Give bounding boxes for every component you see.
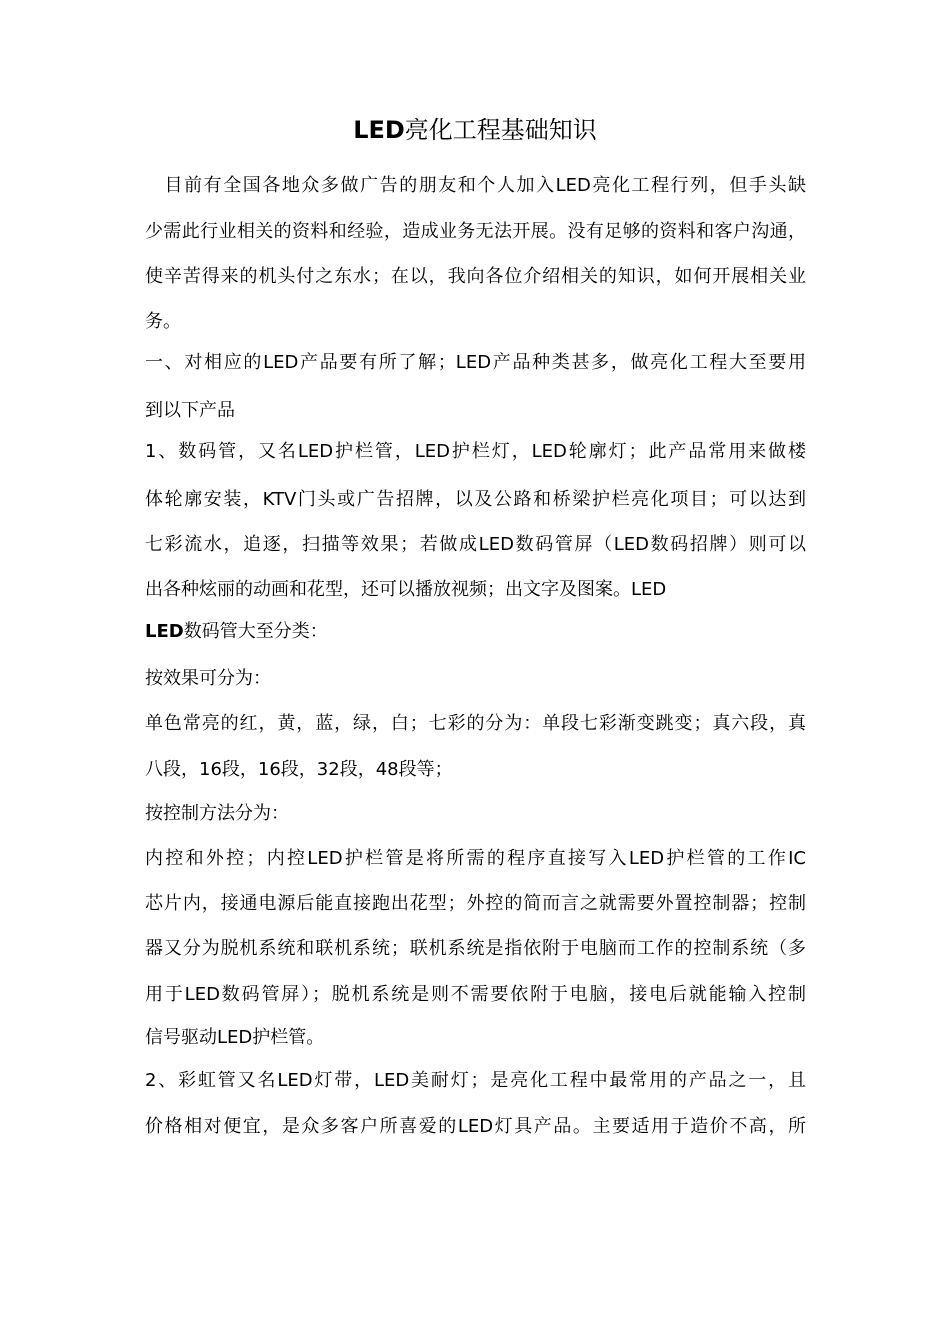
paragraph-line: 目前有全国各地众多做广告的朋友和个人加入LED亮化工程行列，但手头缺	[145, 175, 806, 196]
paragraph-line: 按效果可分为：	[145, 668, 271, 689]
paragraph-line: 一、对相应的LED产品要有所了解；LED产品种类甚多，做亮化工程大至要用	[145, 352, 806, 373]
paragraph-line: 按控制方法分为：	[145, 803, 289, 824]
paragraph-line: 使辛苦得来的机头付之东水；在以，我向各位介绍相关的知识，如何开展相关业	[145, 266, 806, 287]
document-title	[0, 112, 950, 148]
title-latin: LED	[353, 116, 405, 144]
paragraph-line: 七彩流水，追逐，扫描等效果；若做成LED数码管屏（LED数码招牌）则可以	[145, 534, 806, 555]
paragraph-line: 内控和外控；内控LED护栏管是将所需的程序直接写入LED护栏管的工作IC	[145, 848, 806, 869]
subheading	[145, 619, 328, 645]
paragraph-line: 八段，16段，16段，32段，48段等；	[145, 759, 453, 780]
paragraph-line: 少需此行业相关的资料和经验，造成业务无法开展。没有足够的资料和客户沟通，	[145, 221, 806, 242]
paragraph-line: 1、数码管，又名LED护栏管，LED护栏灯，LED轮廓灯；此产品常用来做楼	[145, 441, 806, 462]
paragraph-line: 器又分为脱机系统和联机系统；联机系统是指依附于电脑而工作的控制系统（多	[145, 938, 806, 959]
paragraph-line: 体轮廓安装，KTV门头或广告招牌，以及公路和桥梁护栏亮化项目；可以达到	[145, 489, 806, 510]
paragraph-line: 单色常亮的红，黄，蓝，绿，白；七彩的分为：单段七彩渐变跳变；真六段，真	[145, 713, 806, 734]
paragraph-line: 信号驱动LED护栏管。	[145, 1027, 325, 1048]
paragraph-line: 出各种炫丽的动画和花型，还可以播放视频；出文字及图案。LED	[145, 579, 667, 600]
paragraph-line: 到以下产品	[145, 400, 235, 421]
paragraph-line: 务。	[145, 311, 181, 332]
subheading-text: 数码管大至分类：	[183, 621, 328, 642]
paragraph-line: 用于LED数码管屏）；脱机系统是则不需要依附于电脑，接电后就能输入控制	[145, 984, 806, 1005]
subheading-latin: LED	[145, 621, 184, 642]
paragraph-line: 价格相对便宜，是众多客户所喜爱的LED灯具产品。主要适用于造价不高，所	[145, 1116, 806, 1137]
title-text: 亮化工程基础知识	[404, 116, 597, 144]
paragraph-line: 2、彩虹管又名LED灯带，LED美耐灯；是亮化工程中最常用的产品之一，且	[145, 1070, 806, 1091]
paragraph-line: 芯片内，接通电源后能直接跑出花型；外控的简而言之就需要外置控制器；控制	[145, 893, 806, 914]
